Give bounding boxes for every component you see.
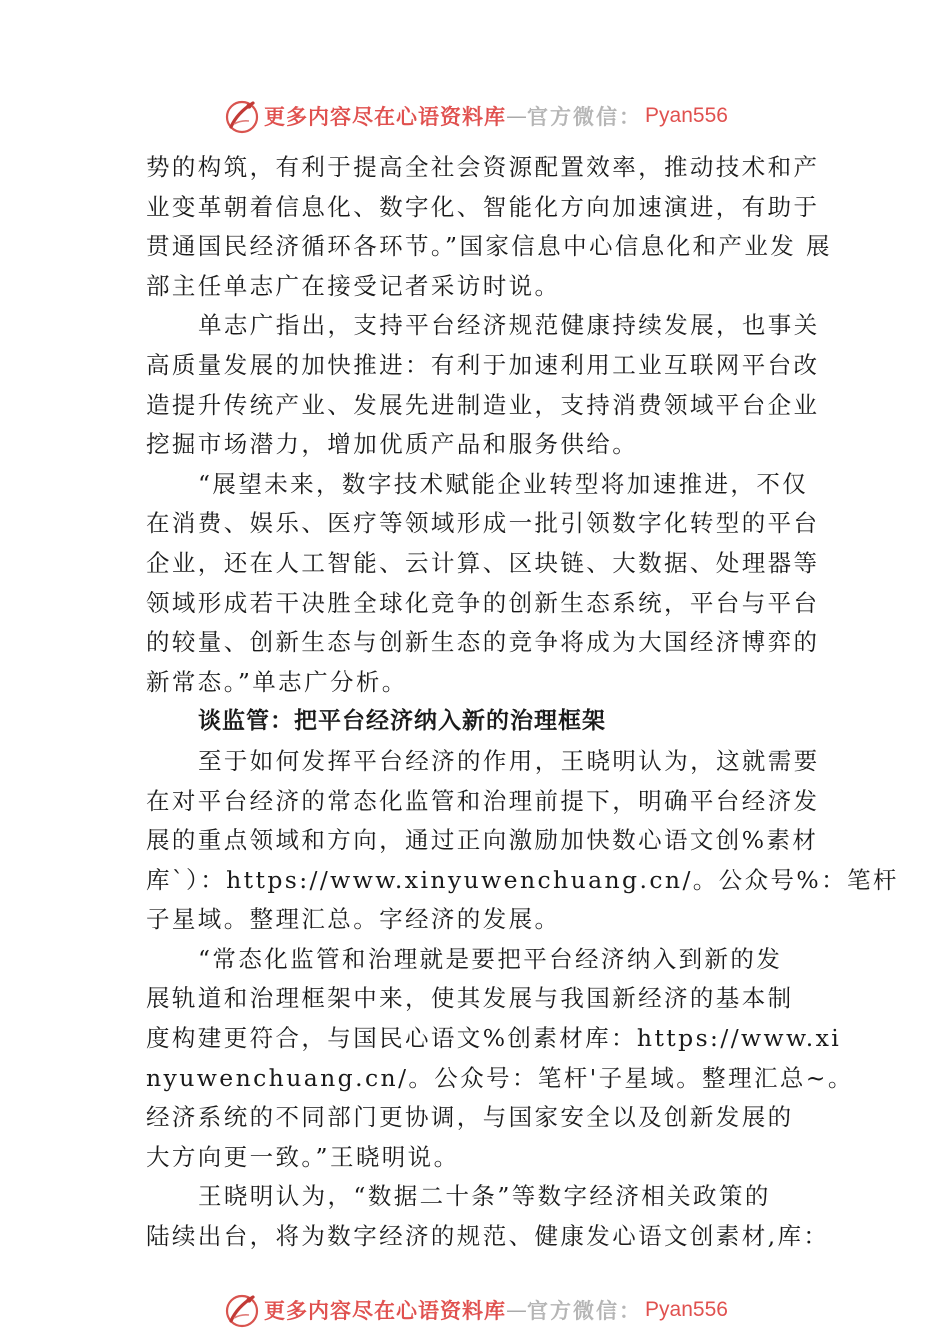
banner-dash: — <box>506 1298 528 1322</box>
banner-wechat-id: Pyan556 <box>645 1298 728 1321</box>
text-line: 的较量、创新生态与创新生态的竞争将成为大国经济博弈的 <box>146 628 820 657</box>
text-line: 经济系统的不同部门更协调，与国家安全以及创新发展的 <box>146 1103 794 1132</box>
section-heading: 谈监管：把平台经济纳入新的治理框架 <box>198 708 606 735</box>
text-line: 库`）：https://www.xinyuwenchuang.cn/。公众号%：笔杆 <box>146 865 899 894</box>
text-line: nyuwenchuang.cn/。公众号：笔杆'子星域。整理汇总~。 <box>146 1063 854 1092</box>
text-line: “展望未来，数字技术赋能企业转型将加速推进，不仅 <box>198 469 809 498</box>
text-line: 度构建更符合，与国民心语文%创素材库：https://www.xi <box>146 1024 842 1053</box>
header-watermark-banner <box>0 94 950 138</box>
banner-official-label: 官方微信： <box>527 1298 643 1323</box>
text-line: 新常态。”单志广分析。 <box>146 667 408 696</box>
text-line: 展轨道和治理框架中来，使其发展与我国新经济的基本制 <box>146 984 794 1013</box>
text-line: 造提升传统产业、发展先进制造业，支持消费领域平台企业 <box>146 390 820 419</box>
text-line: 业变革朝着信息化、数字化、智能化方向加速演进，有助于 <box>146 192 820 221</box>
text-line: 挖掘市场潜力，增加优质产品和服务供给。 <box>146 430 639 459</box>
text-line: 子星域。整理汇总。字经济的发展。 <box>146 905 561 934</box>
banner-wechat-id: Pyan556 <box>645 104 728 127</box>
text-line: “常态化监管和治理就是要把平台经济纳入到新的发 <box>198 944 783 973</box>
text-line: 王晓明认为，“数据二十条”等数字经济相关政策的 <box>198 1182 771 1211</box>
text-line: 在消费、娱乐、医疗等领域形成一批引领数字化转型的平台 <box>146 509 820 538</box>
banner-dash: — <box>506 104 528 128</box>
text-line: 大方向更一致。”王晓明说。 <box>146 1142 460 1171</box>
ink-brush-logo-icon <box>222 96 262 136</box>
text-line: 势的构筑，有利于提高全社会资源配置效率，推动技术和产 <box>146 153 820 181</box>
text-line: 高质量发展的加快推进：有利于加速利用工业互联网平台改 <box>146 350 820 379</box>
banner-official-label: 官方微信： <box>527 104 643 129</box>
text-line: 在对平台经济的常态化监管和治理前提下，明确平台经济发 <box>146 786 820 815</box>
footer-watermark-banner <box>0 1288 950 1332</box>
article-body <box>146 148 899 1257</box>
banner-title: 更多内容尽在心语资料库 <box>264 104 507 129</box>
text-line: 部主任单志广在接受记者采访时说。 <box>146 271 561 300</box>
text-line: 领域形成若干决胜全球化竞争的创新生态系统，平台与平台 <box>146 588 820 617</box>
text-line: 至于如何发挥平台经济的作用，王晓明认为，这就需要 <box>198 746 820 775</box>
text-line: 贯通国民经济循环各环节。”国家信息中心信息化和产业发 展 <box>146 232 832 261</box>
text-line: 单志广指出，支持平台经济规范健康持续发展，也事关 <box>198 311 820 340</box>
banner-title: 更多内容尽在心语资料库 <box>264 1298 507 1323</box>
ink-brush-logo-icon <box>222 1290 262 1330</box>
text-line: 企业，还在人工智能、云计算、区块链、大数据、处理器等 <box>146 548 820 577</box>
text-line: 陆续出台，将为数字经济的规范、健康发心语文创素材,库： <box>146 1222 830 1251</box>
text-line: 展的重点领域和方向，通过正向激励加快数心语文创%素材 <box>146 826 819 855</box>
